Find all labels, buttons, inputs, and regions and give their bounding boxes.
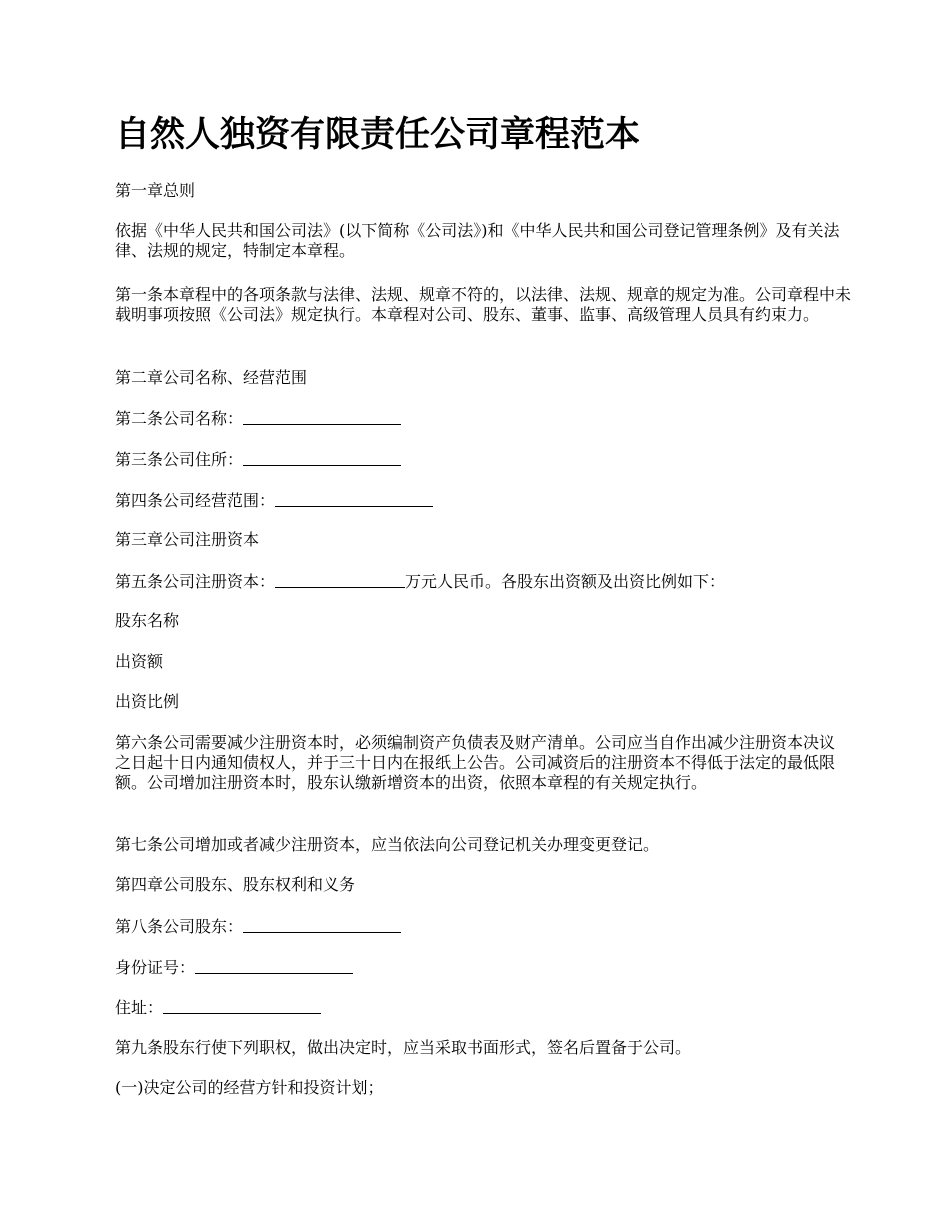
company-address-blank (243, 449, 401, 466)
address-line (115, 997, 855, 1018)
address-label: 住址： (115, 998, 164, 1017)
shareholder-blank (243, 916, 401, 933)
column-contribution-ratio: 出资比例 (115, 692, 180, 711)
company-address-label: 第三条公司住所： (115, 450, 244, 469)
chapter-3-heading: 第三章公司注册资本 (115, 530, 260, 549)
column-contribution-amount: 出资额 (115, 652, 164, 671)
document-title: 自然人独资有限责任公司章程范本 (115, 115, 641, 155)
article-1-paragraph: 第一条本章程中的各项条款与法律、法规、规章不符的，以法律、法规、规章的规定为准。公司章程中未载明事项按照《公司法》规定执行。本章程对公司、股东、董事、监事、高级管理人员具有约束力。 (115, 285, 852, 324)
id-number-blank (195, 957, 353, 974)
business-scope-label: 第四条公司经营范围： (115, 491, 276, 510)
article-3-line (115, 449, 855, 470)
article-7-paragraph: 第七条公司增加或者减少注册资本，应当依法向公司登记机关办理变更登记。 (115, 835, 660, 854)
article-4-line (115, 490, 855, 511)
intro-paragraph: 依据《中华人民共和国公司法》(以下简称《公司法》)和《中华人民共和国公司登记管理条例》及有关法律、法规的规定，特制定本章程。 (115, 221, 840, 260)
article-8-line (115, 916, 855, 937)
company-name-blank (243, 408, 401, 425)
id-number-label: 身份证号： (115, 958, 196, 977)
power-item-1: (一)决定公司的经营方针和投资计划； (115, 1078, 384, 1097)
registered-capital-blank (275, 571, 405, 588)
address-blank (163, 997, 321, 1014)
article-5-line (115, 571, 855, 592)
chapter-4-heading: 第四章公司股东、股东权利和义务 (115, 875, 356, 894)
registered-capital-label: 第五条公司注册资本： (115, 572, 276, 591)
article-9-paragraph: 第九条股东行使下列职权，做出决定时，应当采取书面形式，签名后置备于公司。 (115, 1038, 692, 1057)
article-6-paragraph: 第六条公司需要减少注册资本时，必须编制资产负债表及财产清单。公司应当自作出减少注册资本决议之日起十日内通知债权人，并于三十日内在报纸上公告。公司减资后的注册资本不得低于法定的最低限额。公司增加注册资本时，股东认缴新增资本的出资，依照本章程的有关规定执行。 (115, 733, 836, 792)
registered-capital-suffix: 万元人民币。各股东出资额及出资比例如下： (405, 572, 726, 591)
id-number-line (115, 957, 855, 978)
chapter-2-heading: 第二章公司名称、经营范围 (115, 368, 308, 387)
article-2-line (115, 408, 855, 429)
column-shareholder-name: 股东名称 (115, 611, 180, 630)
shareholder-label: 第八条公司股东： (115, 917, 244, 936)
business-scope-blank (275, 490, 433, 507)
chapter-1-heading: 第一章总则 (115, 181, 196, 200)
company-name-label: 第二条公司名称： (115, 409, 244, 428)
